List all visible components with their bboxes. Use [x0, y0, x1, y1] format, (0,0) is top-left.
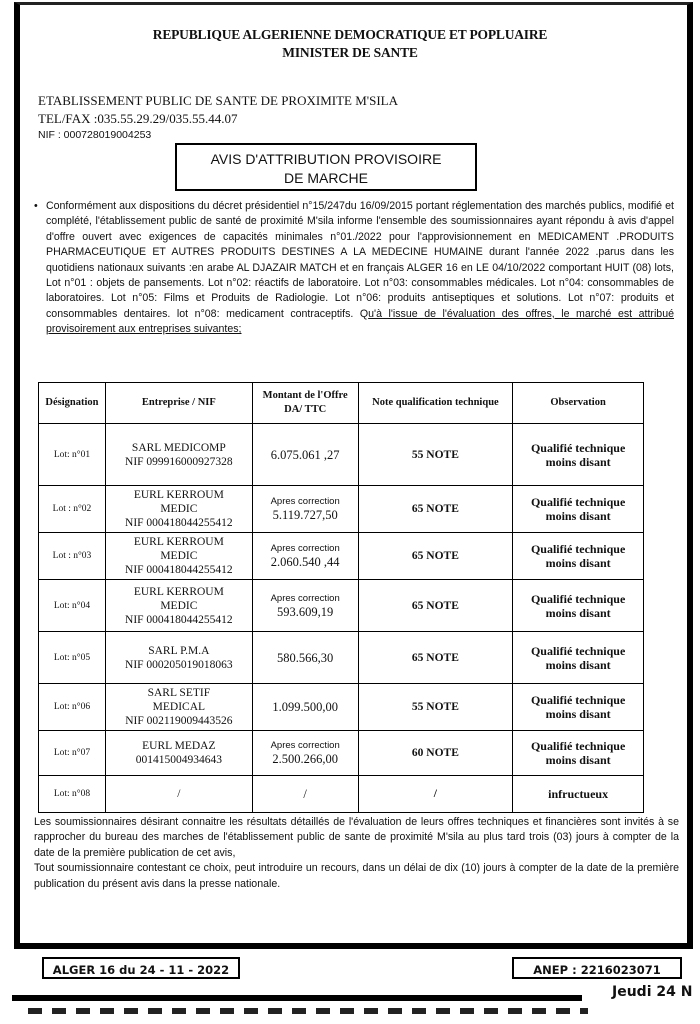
score-cell: 55 NOTE	[358, 684, 513, 731]
company-name: EURL KERROUM	[133, 585, 224, 598]
company-name: EURL KERROUM	[133, 489, 224, 501]
company-name-2: MEDIC	[160, 503, 198, 515]
lot-cell: Lot : n°03	[39, 533, 106, 580]
table-row	[39, 424, 644, 486]
observation-cell	[513, 731, 644, 776]
amount-value: 1.099.500,00	[272, 700, 338, 714]
observation-cell	[513, 684, 644, 731]
intro-underlined-text: u'à l'issue de l'évaluation des offres, le marché est attribué provisoirement aux entreprises suivantes;	[46, 307, 674, 336]
amount-cell	[252, 424, 358, 486]
notice-title-line2: DE MARCHE	[283, 170, 368, 186]
closing-para2: Tout soumissionnaire contestant ce choix, peut introduire un recours, dans un délai de dix (10) jours à compter de la date de la première publication du présent avis dans la presse nationale.	[34, 862, 679, 890]
table-row	[39, 580, 644, 632]
amount-cell	[252, 580, 358, 632]
bullet-icon: •	[34, 200, 38, 212]
amount-value: 2.060.540 ,44	[270, 555, 340, 569]
lot-cell: Lot: n°01	[39, 424, 106, 486]
observation-line2: moins disant	[545, 454, 611, 469]
observation-line2: moins disant	[545, 509, 611, 523]
score-cell: 65 NOTE	[358, 580, 513, 632]
table-row	[39, 776, 644, 813]
company-cell	[105, 486, 252, 533]
amount-cell	[252, 731, 358, 776]
amount-correction-note: Apres correction	[270, 592, 340, 604]
closing-para1: Les soumissionnaires désirant connaitre les résultats détaillés de l'évaluation de leurs offres techniques et financières sont invités à se rapprocher du bureau des marches de l'établissement public de sante de proximité M'sila au plus tard trois (03) jours à compter de la date de la première publication de cet avis,	[34, 816, 679, 859]
company-nif: NIF 002119009443526	[125, 715, 233, 727]
amount-value: 2.500.266,00	[272, 752, 338, 766]
company-cell	[105, 684, 252, 731]
lot-cell: Lot: n°05	[39, 632, 106, 684]
notice-title-box	[175, 143, 477, 191]
intro-paragraph	[34, 199, 674, 338]
lot-cell: Lot: n°08	[39, 776, 106, 813]
lot-cell: Lot: n°06	[39, 684, 106, 731]
amount-cell	[252, 632, 358, 684]
observation-line1: Qualifié technique	[530, 643, 626, 658]
company-cell	[105, 776, 252, 813]
observation-line2: moins disant	[545, 753, 611, 767]
dashed-rule	[28, 1008, 588, 1014]
table-row	[39, 533, 644, 580]
closing-paragraph	[34, 815, 679, 892]
attribution-table	[38, 382, 644, 813]
company-name: SARL MEDICOMP	[131, 441, 226, 454]
lot-cell: Lot : n°02	[39, 486, 106, 533]
observation-line2: moins disant	[545, 556, 611, 570]
amount-correction-note: Apres correction	[270, 740, 340, 751]
score-cell: 65 NOTE	[358, 486, 513, 533]
intro-text: Conformément aux dispositions du décret présidentiel n°15/247du 16/09/2015 portant réglementation des marchés publics, modifié et complété, l'établissement public de santé de proximité M'sila informe l'ensemble des soumissionnaires ayant répondu à avis d'appel d'offre ouvert avec exigences de capacités minimales n°01./2022 pour l'approvisionnement en MEDICAMENT .PRODUITS PHARMACEUTIQUE ET AUTRES PRODUITS DESTINES A LA MEDECINE HUMAINE durant l'année 2022 .parus dans les quotidiens nationaux suivants :en arabe AL DJAZAIR MATCH et en français ALGER 16 en LE 04/10/2022 comportant HUIT (08) lots, Lot n°01 : objets de pansements. Lot n°02: réactifs de laboratoire. Lot n°03: consommables médicales. Lot n°04: consommables de laboratoires. Lot n°05: Films et Produits de Radiologie. Lot n°06: produits antiseptiques et solutions. Lot n°07: produits et consommables dentaires. lot n°08: medicament contraceptifs. Q	[46, 200, 674, 320]
lot-cell: Lot: n°04	[39, 580, 106, 632]
table-row	[39, 684, 644, 731]
establishment-nif: NIF : 000728019004253	[38, 129, 152, 141]
header-score: Note qualification technique	[358, 383, 513, 424]
company-name-2: MEDIC	[160, 599, 198, 612]
table-row	[39, 731, 644, 776]
company-name: SARL SETIF	[147, 687, 211, 699]
observation-line1: Qualifié technique	[530, 440, 626, 455]
company-name: EURL KERROUM	[133, 536, 224, 548]
company-nif: NIF 000205019018063	[125, 658, 233, 671]
company-name-2: MEDIC	[160, 550, 198, 562]
observation-cell	[513, 533, 644, 580]
score-cell: 55 NOTE	[358, 424, 513, 486]
observation-line2: moins disant	[545, 657, 611, 672]
table-header-row	[39, 383, 644, 424]
observation-line2: moins disant	[545, 605, 611, 620]
company-nif: NIF 000418044255412	[125, 613, 233, 626]
company-cell	[105, 424, 252, 486]
observation-line1: infructueux	[548, 787, 609, 801]
header-observation: Observation	[513, 383, 644, 424]
observation-cell	[513, 424, 644, 486]
observation-cell	[513, 580, 644, 632]
amount-cell	[252, 776, 358, 813]
company-cell	[105, 731, 252, 776]
republic-heading: REPUBLIQUE ALGERIENNE DEMOCRATIQUE ET POPLUAIRE	[152, 27, 548, 42]
company-name-2: MEDICAL	[152, 701, 206, 713]
amount-cell	[252, 486, 358, 533]
company-cell	[105, 533, 252, 580]
amount-value: /	[303, 787, 307, 801]
amount-value: 5.119.727,50	[272, 508, 338, 522]
ministry-heading: MINISTER DE SANTE	[282, 45, 418, 60]
establishment-name: ETABLISSEMENT PUBLIC DE SANTE DE PROXIMITE M'SILA	[38, 93, 399, 108]
table-row	[39, 632, 644, 684]
page-rule	[12, 995, 582, 1001]
observation-line1: Qualifié technique	[530, 739, 626, 753]
company-cell	[105, 632, 252, 684]
observation-cell	[513, 486, 644, 533]
table-row	[39, 486, 644, 533]
company-nif: NIF 000418044255412	[125, 564, 233, 576]
observation-line1: Qualifié technique	[530, 542, 626, 556]
observation-line1: Qualifié technique	[530, 591, 626, 606]
company-nif: 001415004934643	[135, 754, 222, 766]
establishment-telfax: TEL/FAX :035.55.29.29/035.55.44.07	[38, 111, 238, 126]
anep-stamp: ANEP : 2216023071	[512, 957, 682, 979]
lot-cell: Lot: n°07	[39, 731, 106, 776]
company-cell	[105, 580, 252, 632]
notice-title-line1: AVIS D'ATTRIBUTION PROVISOIRE	[210, 151, 442, 167]
observation-line2: moins disant	[545, 707, 611, 721]
amount-cell	[252, 684, 358, 731]
observation-cell	[513, 776, 644, 813]
company-name: SARL P.M.A	[148, 644, 210, 657]
score-cell: 60 NOTE	[358, 731, 513, 776]
amount-correction-note: Apres correction	[270, 496, 340, 507]
amount-value: 580.566,30	[277, 650, 334, 665]
observation-cell	[513, 632, 644, 684]
header-amount: Montant de l'Offre DA/ TTC	[252, 383, 358, 424]
observation-line1: Qualifié technique	[530, 693, 626, 707]
score-cell: 65 NOTE	[358, 533, 513, 580]
amount-value: 6.075.061 ,27	[270, 447, 340, 462]
company-name: /	[177, 788, 181, 800]
header-designation: Désignation	[39, 383, 106, 424]
company-nif: NIF 099916000927328	[125, 455, 233, 468]
publication-stamp: ALGER 16 du 24 - 11 - 2022	[42, 957, 240, 979]
score-cell: /	[358, 776, 513, 813]
company-name: EURL MEDAZ	[142, 740, 216, 752]
observation-line1: Qualifié technique	[530, 495, 626, 509]
amount-cell	[252, 533, 358, 580]
amount-correction-note: Apres correction	[270, 543, 340, 554]
score-cell: 65 NOTE	[358, 632, 513, 684]
company-nif: NIF 000418044255412	[125, 517, 233, 529]
header-company: Entreprise / NIF	[105, 383, 252, 424]
page-date-fragment: Jeudi 24 N	[612, 984, 693, 1000]
amount-value: 593.609,19	[277, 604, 334, 619]
